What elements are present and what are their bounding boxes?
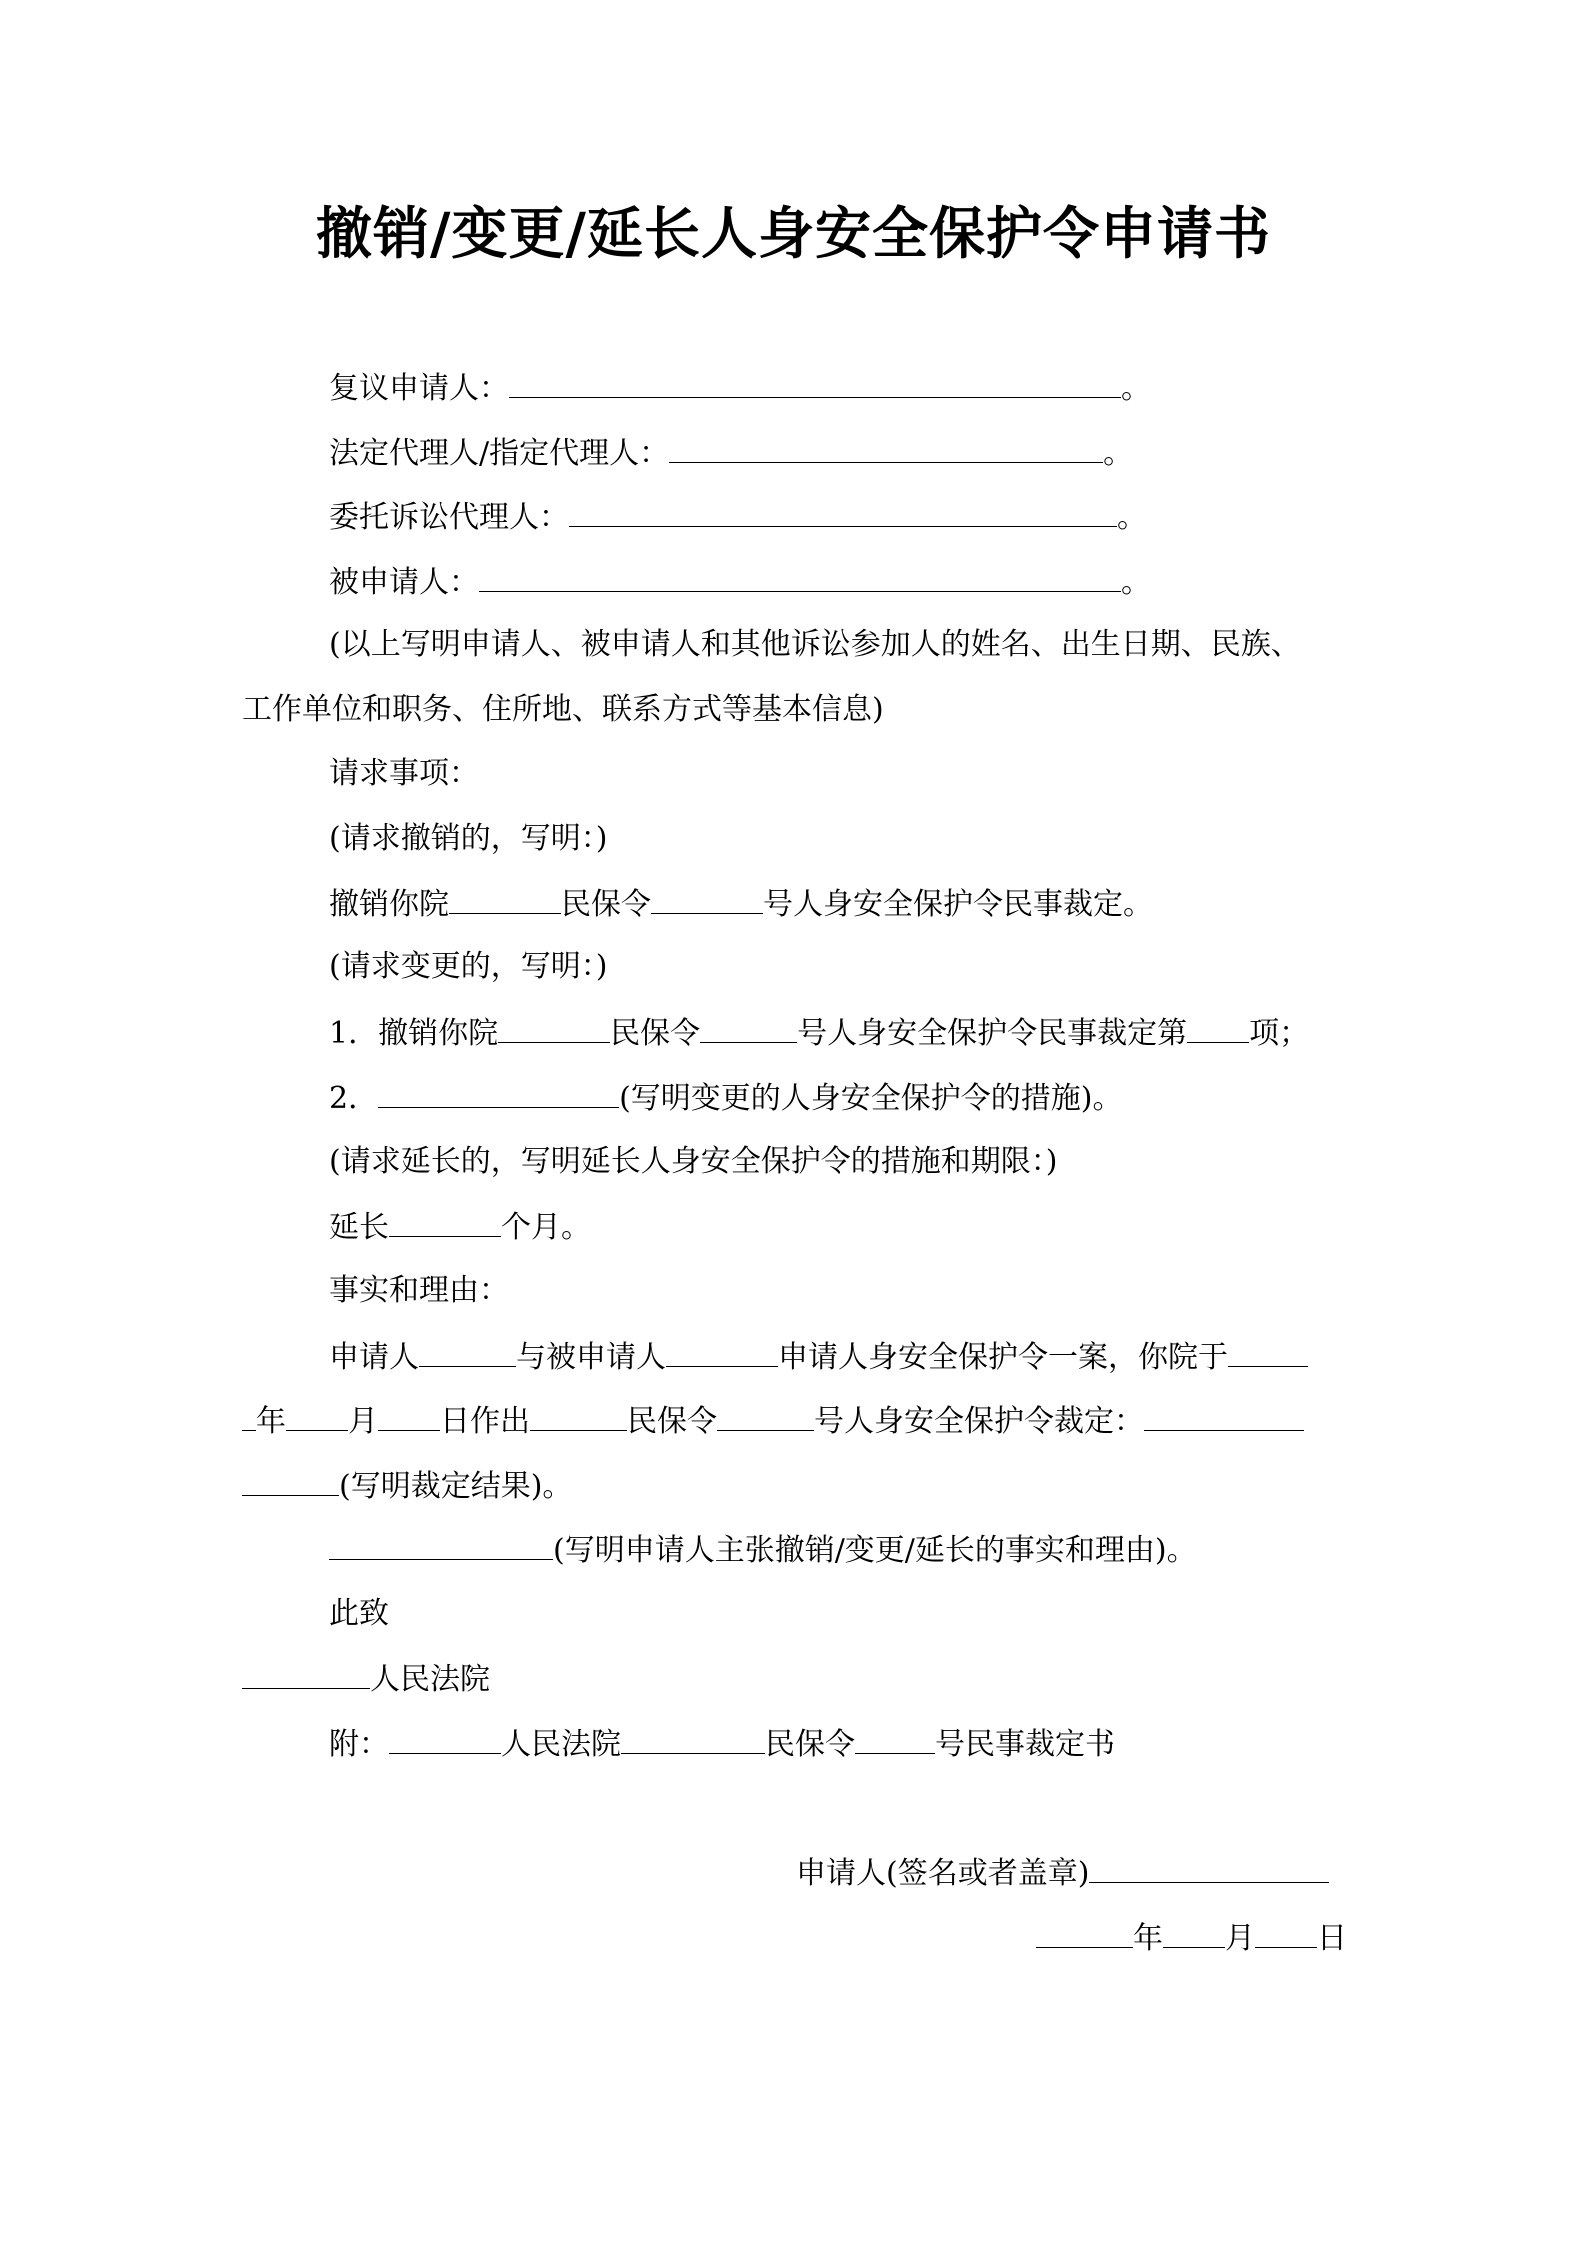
line-text: 民保令 [627, 1404, 717, 1439]
fill-in-blank[interactable] [286, 1400, 348, 1431]
line-text: 号人身安全保护令裁定： [814, 1404, 1144, 1439]
fill-in-blank[interactable] [1228, 1336, 1308, 1367]
line-text: 申请人身安全保护令一案，你院于 [778, 1340, 1228, 1375]
fill-in-blank[interactable] [666, 1336, 778, 1367]
line-text: 申请人(签名或者盖章) [796, 1856, 1090, 1891]
fill-in-blank[interactable] [651, 883, 763, 914]
document-line [329, 1142, 1057, 1182]
document-line [329, 1077, 1123, 1117]
line-text: (以上写明申请人、被申请人和其他诉讼参加人的姓名、出生日期、民族、 [329, 627, 1301, 662]
line-text: 被申请人： [329, 565, 479, 600]
fill-in-blank[interactable] [449, 883, 561, 914]
document-line [242, 690, 884, 730]
document-line [329, 754, 479, 794]
line-text: 复议申请人： [329, 371, 509, 406]
fill-in-blank[interactable] [700, 1012, 797, 1043]
document-line [329, 1271, 509, 1311]
document-line [329, 1529, 1197, 1569]
line-text: (写明申请人主张撤销/变更/延长的事实和理由)。 [553, 1533, 1197, 1568]
line-text: (请求延长的，写明延长人身安全保护令的措施和期限：) [329, 1144, 1058, 1179]
line-text: 。 [1121, 565, 1151, 600]
line-text: (写明裁定结果)。 [339, 1469, 573, 1504]
line-text: 。 [1117, 500, 1147, 535]
line-text: 号人身安全保护令民事裁定第 [797, 1016, 1188, 1051]
document-line [329, 625, 1301, 665]
fill-in-blank[interactable] [855, 1723, 935, 1754]
line-text: 日 [1317, 1921, 1347, 1956]
fill-in-blank[interactable] [389, 1206, 501, 1237]
fill-in-blank[interactable] [1187, 1012, 1249, 1043]
fill-in-blank[interactable] [1163, 1917, 1225, 1948]
fill-in-blank[interactable] [717, 1400, 814, 1431]
document-line [796, 1852, 1329, 1892]
line-text: 与被申请人 [516, 1340, 666, 1375]
fill-in-blank[interactable] [419, 1336, 516, 1367]
fill-in-blank[interactable] [569, 496, 1117, 527]
line-text: 1．撤销你院 [329, 1016, 499, 1051]
line-text: (请求变更的，写明：) [329, 949, 608, 984]
fill-in-blank[interactable] [479, 561, 1121, 592]
line-text: 个月。 [501, 1210, 591, 1245]
line-text: 请求事项： [329, 756, 479, 791]
document-line [1036, 1917, 1347, 1957]
document-line [329, 432, 1133, 472]
fill-in-blank[interactable] [498, 1012, 610, 1043]
document-line [329, 496, 1147, 536]
line-text: 事实和理由： [329, 1273, 509, 1308]
document-line [242, 1400, 1304, 1440]
line-text: 撤销你院 [329, 887, 449, 922]
line-text: 日作出 [440, 1404, 530, 1439]
document-line [329, 561, 1151, 601]
line-text: 人民法院 [501, 1727, 621, 1762]
line-text: 。 [1121, 371, 1151, 406]
line-text: 号民事裁定书 [935, 1727, 1115, 1762]
fill-in-blank[interactable] [1036, 1917, 1133, 1948]
line-text: 年 [256, 1404, 286, 1439]
fill-in-blank[interactable] [621, 1723, 765, 1754]
line-text: 工作单位和职务、住所地、联系方式等基本信息) [242, 692, 884, 727]
fill-in-blank[interactable] [378, 1077, 619, 1108]
line-text: 2． [329, 1081, 379, 1116]
line-text: 民保令 [765, 1727, 855, 1762]
document-line [329, 1206, 591, 1246]
line-text: 月 [348, 1404, 378, 1439]
line-text: (写明变更的人身安全保护令的措施)。 [619, 1081, 1123, 1116]
document-line [329, 1723, 1115, 1763]
document-line [329, 1594, 389, 1634]
line-text: 申请人 [329, 1340, 419, 1375]
line-text: 人民法院 [370, 1662, 490, 1697]
fill-in-blank[interactable] [530, 1400, 627, 1431]
line-text: 此致 [329, 1596, 389, 1631]
document-line [242, 1465, 572, 1505]
document-line [329, 367, 1151, 407]
line-text: 项； [1249, 1016, 1310, 1051]
document-line [329, 947, 607, 987]
line-text: 委托诉讼代理人： [329, 500, 569, 535]
fill-in-blank[interactable] [669, 432, 1103, 463]
fill-in-blank[interactable] [329, 1529, 553, 1560]
line-text: 法定代理人/指定代理人： [329, 436, 670, 471]
fill-in-blank[interactable] [1255, 1917, 1317, 1948]
document-line [329, 819, 607, 859]
line-text: 附： [329, 1727, 389, 1762]
document-line [329, 883, 1153, 923]
document-line [329, 1012, 1309, 1052]
line-text: 号人身安全保护令民事裁定。 [763, 887, 1153, 922]
line-text: 。 [1103, 436, 1134, 471]
document-line [242, 1658, 490, 1698]
document-line [329, 1336, 1308, 1376]
fill-in-blank[interactable] [1144, 1400, 1304, 1431]
fill-in-blank[interactable] [389, 1723, 501, 1754]
document-title: 撤销/变更/延长人身安全保护令申请书 [316, 202, 1271, 267]
line-text: 民保令 [610, 1016, 701, 1051]
fill-in-blank[interactable] [242, 1658, 370, 1689]
line-text: 年 [1133, 1921, 1163, 1956]
line-text: 月 [1225, 1921, 1255, 1956]
line-text: (请求撤销的，写明：) [329, 821, 608, 856]
fill-in-blank[interactable] [1089, 1852, 1329, 1883]
line-text: 延长 [329, 1210, 389, 1245]
fill-in-blank[interactable] [378, 1400, 440, 1431]
line-text: 民保令 [561, 887, 651, 922]
fill-in-blank[interactable] [242, 1465, 339, 1496]
fill-in-blank[interactable] [242, 1400, 256, 1431]
fill-in-blank[interactable] [509, 367, 1121, 398]
